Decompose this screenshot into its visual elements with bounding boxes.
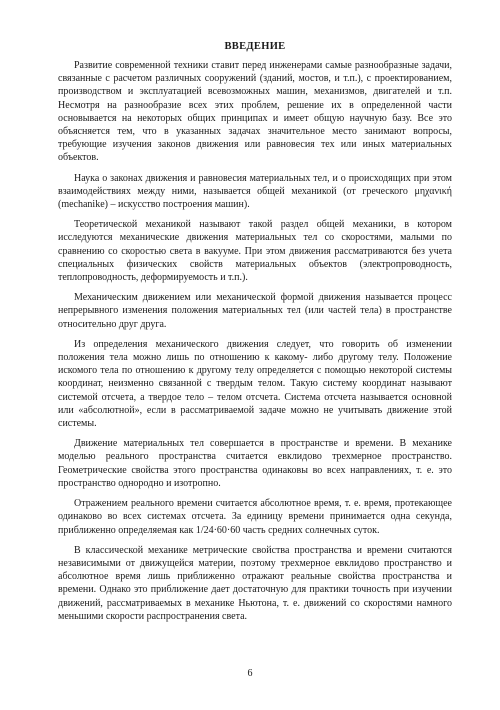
page-content: [58, 40, 452, 630]
paragraph-8: В классической механике метрические свойства пространства и времени считаются независимыми от движущейся материи, поэтому трехмерное евклидово пространство и абсолютное время лишь приближенно отражают реальные свойства пространства и времени. Однако это приближение дает достаточную для практики точность при изучении движений, рассматриваемых в механике Ньютона, т. е. движений со скоростями намного меньшими скорости распространения света.: [58, 544, 452, 622]
paragraph-1: Развитие современной техники ставит перед инженерами самые разнообразные задачи, связанные с расчетом различных сооружений (зданий, мостов, и т.п.), с проектированием, производством и эксплуатацией всевозможных машин, механизмов, двигателей и т.п. Несмотря на разнообразие всех этих проблем, решение их в определенной части основывается на некоторых общих принципах и имеет общую научную базу. Все это объясняется тем, что в указанных задачах значительное место занимают вопросы, требующие изучения законов движения или равновесия тех или иных материальных объектов.: [58, 60, 452, 164]
paragraph-4: Механическим движением или механической формой движения называется процесс непрерывного изменения положения материальных тел (или частей тела) в пространстве относительно друг друга.: [58, 292, 452, 330]
section-title: ВВЕДЕНИЕ: [224, 41, 286, 52]
paragraph-7: Отражением реального времени считается абсолютное время, т. е. время, протекающее одинаково во всех системах отсчета. За единицу времени принимается одна секунда, приближенно определяемая как 1/24·60·60 часть средних солнечных суток.: [58, 498, 452, 536]
paragraph-3: Теоретической механикой называют такой раздел общей механики, в котором исследуются механические движения материальных тел со скоростями, малыми по сравнению со скоростью света в вакууме. При этом движения рассматриваются без учета специальных физических свойств материальных объектов (электропроводность, теплопроводность, деформируемость и т.п.).: [58, 219, 452, 284]
paragraph-5: Из определения механического движения следует, что говорить об изменении положения тела можно лишь по отношению к какому- либо другому телу. Положение искомого тела по отношению к другому телу определяется с помощью некоторой системы координат, неизменно связанной с твердым телом. Такую систему координат называют системой отсчета, а твердое тело – телом отсчета. Система отсчета называется основной или «абсолютной», если в рассматриваемой задаче можно не учитывать движение этой системы.: [58, 338, 452, 430]
paragraph-2: Наука о законах движения и равновесия материальных тел, и о происходящих при этом взаимодействиях между ними, называется общей механикой (от греческого μηχανική (mechanike) – искусство построения машин).: [58, 172, 452, 211]
paragraph-6: Движение материальных тел совершается в пространстве и времени. В механике моделью реального пространства считается евклидово трехмерное пространство. Геометрические свойства этого пространства одинаковы во всех направлениях, т. е. это пространство однородно и изотропно.: [58, 438, 452, 489]
page-number: 6: [247, 668, 253, 679]
